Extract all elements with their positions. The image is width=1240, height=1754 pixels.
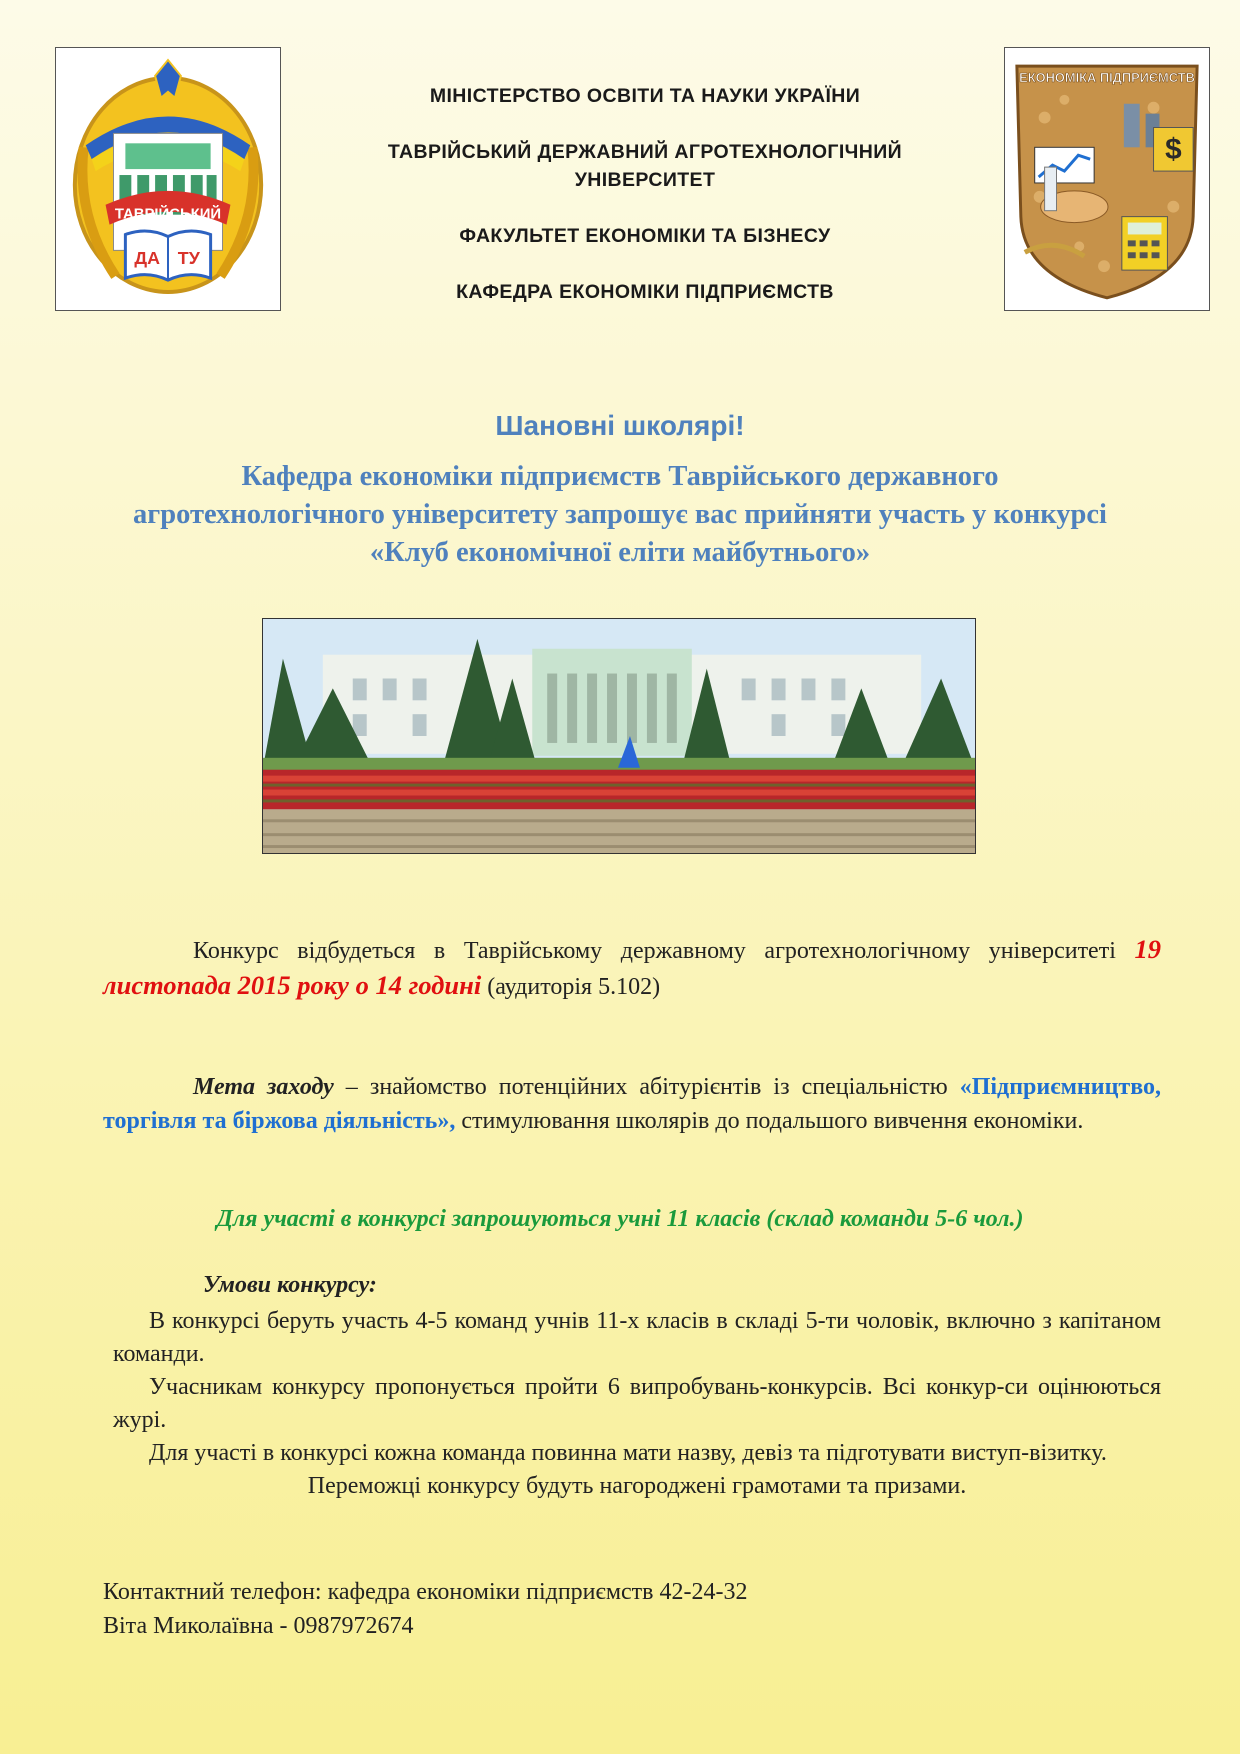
goal-dash: – знайомство потенційних абітурієнтів із спеціальністю — [333, 1074, 960, 1100]
department-title: КАФЕДРА ЕКОНОМІКИ ПІДПРИЄМСТВ — [456, 281, 834, 303]
specialty-name: «Підприємництво, торгівля та біржова діяльність», — [103, 1074, 1161, 1134]
greeting-heading: Шановні школярі! — [495, 410, 745, 441]
goal-rest: стимулювання школярів до подальшого вивчення економіки. — [455, 1108, 1084, 1134]
logo-left-text: ДА — [134, 248, 160, 269]
contact-block — [103, 1575, 747, 1643]
condition-item: Учасникам конкурсу пропонується пройти 6 випробувань-конкурсів. Всі конкур-си оцінюються журі. — [113, 1374, 1161, 1433]
event-paragraph — [103, 932, 1161, 1004]
contact-person: Віта Миколаївна - 0987972674 — [103, 1613, 414, 1639]
event-lead: Конкурс відбудеться в Таврійському державному агротехнологічному університеті — [193, 938, 1135, 964]
event-date: 19 листопада 2015 року о 14 годині — [103, 934, 1161, 1000]
campus-photo — [262, 618, 976, 854]
invitation-text: Кафедра економіки підприємств Таврійського державного агротехнологічного університету запрошує вас прийняти участь у конкурсі «Клуб економічної еліти майбутнього» — [133, 461, 1107, 568]
document-header — [300, 82, 990, 306]
logo-banner-text: ЕКОНОМІКА ПІДПРИЄМСТВ — [1019, 69, 1195, 85]
conditions-title: Умови конкурсу: — [203, 1272, 377, 1298]
conditions-list — [113, 1305, 1161, 1503]
university-title-line2: УНІВЕРСИТЕТ — [574, 169, 716, 191]
contact-phone: Контактний телефон: кафедра економіки підприємств 42-24-32 — [103, 1579, 748, 1605]
faculty-title: ФАКУЛЬТЕТ ЕКОНОМІКИ ТА БІЗНЕСУ — [459, 225, 831, 247]
factory-icon — [1124, 104, 1140, 148]
condition-item: Переможці конкурсу будуть нагороджені грамотами та призами. — [307, 1473, 967, 1499]
logo-top-text: ТАВРІЙСЬКИЙ — [114, 206, 222, 223]
trident-icon — [155, 60, 181, 98]
university-logo — [55, 47, 281, 311]
goal-paragraph — [103, 1070, 1161, 1138]
logo-right-text: ТУ — [177, 248, 200, 269]
condition-item: Для участі в конкурсі кожна команда повинна мати назву, девіз та підготувати виступ-візитку. — [149, 1440, 1107, 1466]
condition-item: В конкурсі беруть участь 4-5 команд учнів 11-х класів в складі 5-ти чоловік, включно з капітаном команди. — [113, 1308, 1161, 1367]
svg-text:$: $ — [1165, 133, 1182, 167]
department-logo — [1004, 47, 1210, 311]
goal-label: Мета заходу — [193, 1074, 334, 1100]
event-room: (аудиторія 5.102) — [481, 974, 661, 1000]
university-title-line1: ТАВРІЙСЬКИЙ ДЕРЖАВНИЙ АГРОТЕХНОЛОГІЧНИЙ — [387, 141, 903, 163]
participants-notice: Для участі в конкурсі запрошуються учні 11 класів (склад команди 5-6 чол.) — [216, 1206, 1024, 1232]
ministry-title: МІНІСТЕРСТВО ОСВІТИ ТА НАУКИ УКРАЇНИ — [429, 85, 861, 107]
chart-icon — [1035, 147, 1094, 183]
